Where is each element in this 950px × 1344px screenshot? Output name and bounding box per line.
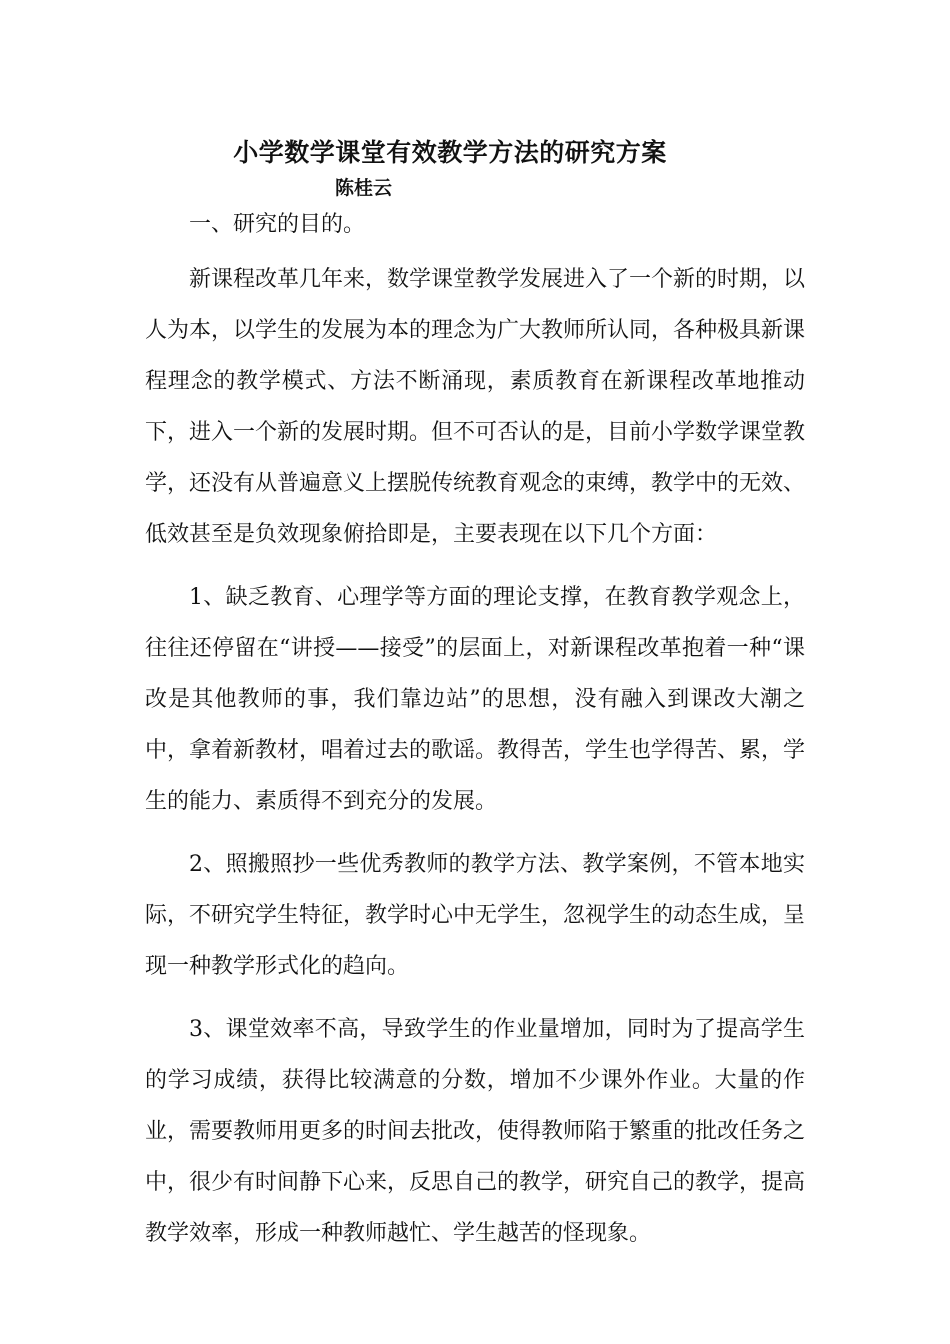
paragraph-point-3: 3、课堂效率不高，导致学生的作业量增加，同时为了提高学生的学习成绩，获得比较满意的分数，增加不少课外作业。大量的作业，需要教师用更多的时间去批改，使得教师陷于繁重的批改任务之中，很少有时间静下心来，反思自己的教学，研究自己的教学，提高教学效率，形成一种教师越忙、学生越苦的怪现象。 — [145, 1017, 806, 1246]
section-heading: 一、研究的目的。 — [189, 212, 366, 237]
paragraph-point-2: 2、照搬照抄一些优秀教师的教学方法、教学案例，不管本地实际，不研究学生特征，教学时心中无学生，忽视学生的动态生成，呈现一种教学形式化的趋向。 — [145, 852, 806, 979]
document-title: 小学数学课堂有效教学方法的研究方案 — [233, 138, 667, 167]
paragraph-point-1: 1、缺乏教育、心理学等方面的理论支撑，在教育教学观念上，往往还停留在“讲授——接受”的层面上，对新课程改革抱着一种“课改是其他教师的事，我们靠边站”的思想，没有融入到课改大潮之中，拿着新教材，唱着过去的歌谣。教得苦，学生也学得苦、累，学生的能力、素质得不到充分的发展。 — [145, 585, 806, 814]
document-body — [145, 205, 805, 1271]
paragraph-intro: 新课程改革几年来，数学课堂教学发展进入了一个新的时期，以人为本，以学生的发展为本的理念为广大教师所认同，各种极具新课程理念的教学模式、方法不断涌现，素质教育在新课程改革地推动下，进入一个新的发展时期。但不可否认的是，目前小学数学课堂教学，还没有从普遍意义上摆脱传统教育观念的束缚，教学中的无效、低效甚至是负效现象俯拾即是，主要表现在以下几个方面： — [145, 267, 806, 547]
author-name: 陈桂云 — [335, 177, 393, 199]
